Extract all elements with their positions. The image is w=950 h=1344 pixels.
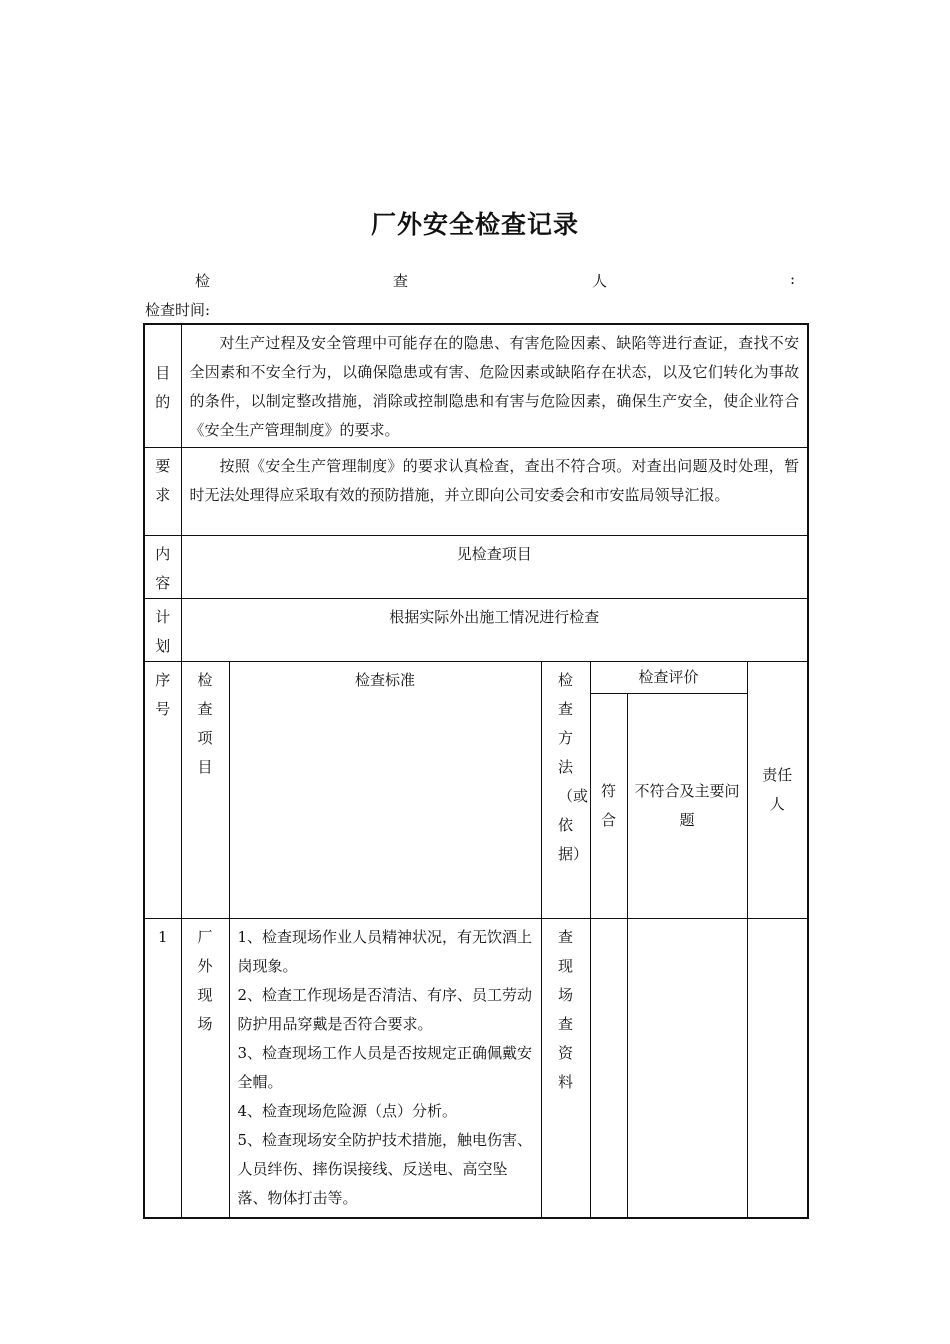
inspector-line	[145, 270, 805, 292]
inspector-char: 检	[195, 272, 211, 290]
plan-label: 计划	[144, 599, 181, 662]
standard-line: 4、检查现场危险源（点）分析。	[237, 1102, 458, 1120]
page-title: 厂外安全检查记录	[370, 210, 579, 239]
row-standards	[229, 919, 541, 1219]
header-conform: 符合	[590, 694, 627, 919]
content-text: 见检查项目	[181, 536, 808, 599]
inspector-char: 查	[393, 272, 409, 290]
requirement-row	[144, 448, 808, 536]
inspection-record-table	[143, 323, 809, 1219]
inspector-char: :	[790, 270, 796, 288]
header-evaluation: 检查评价	[590, 662, 747, 694]
row-item: 厂外现场	[181, 919, 229, 1219]
requirement-text: 按照《安全生产管理制度》的要求认真检查，查出不符合项。对查出问题及时处理，暂时无法处理得应采取有效的预防措施，并立即向公司安委会和市安监局领导汇报。	[181, 448, 808, 536]
header-method: 检查方法（或依据）	[541, 662, 590, 919]
purpose-text: 对生产过程及安全管理中可能存在的隐患、有害危险因素、缺陷等进行查证，查找不安全因素和不安全行为，以确保隐患或有害、危险因素或缺陷存在状态，以及它们转化为事故的条件，以制定整改措施，消除或控制隐患和有害与危险因素，确保生产安全，使企业符合《安全生产管理制度》的要求。	[181, 324, 808, 448]
header-seq: 序号	[144, 662, 181, 919]
plan-text: 根据实际外出施工情况进行检查	[181, 599, 808, 662]
row-conform[interactable]	[590, 919, 627, 1219]
requirement-label: 要求	[144, 448, 181, 536]
standard-line: 5、检查现场安全防护技术措施，触电伤害、人员绊伤、摔伤误接线、反送电、高空坠落、物体打击等。	[237, 1131, 533, 1207]
row-seq: 1	[144, 919, 181, 1219]
purpose-label: 目的	[144, 324, 181, 448]
row-method: 查现场查资料	[541, 919, 590, 1219]
standard-line: 1、检查现场作业人员精神状况，有无饮酒上岗现象。	[237, 928, 533, 975]
header-row	[144, 662, 808, 694]
header-nonconform: 不符合及主要问题	[627, 694, 747, 919]
inspector-char: 人	[592, 272, 608, 290]
purpose-row	[144, 324, 808, 448]
row-nonconform[interactable]	[627, 919, 747, 1219]
standard-line: 2、检查工作现场是否清洁、有序、员工劳动防护用品穿戴是否符合要求。	[237, 986, 533, 1033]
header-responsible: 责任人	[747, 662, 808, 919]
plan-row	[144, 599, 808, 662]
header-item: 检查项目	[181, 662, 229, 919]
content-row	[144, 536, 808, 599]
inspection-time-label: 检查时间:	[145, 301, 211, 319]
header-standard: 检查标准	[229, 662, 541, 919]
content-label: 内容	[144, 536, 181, 599]
row-responsible[interactable]	[747, 919, 808, 1219]
standard-line: 3、检查现场工作人员是否按规定正确佩戴安全帽。	[237, 1044, 533, 1091]
table-row	[144, 919, 808, 1219]
